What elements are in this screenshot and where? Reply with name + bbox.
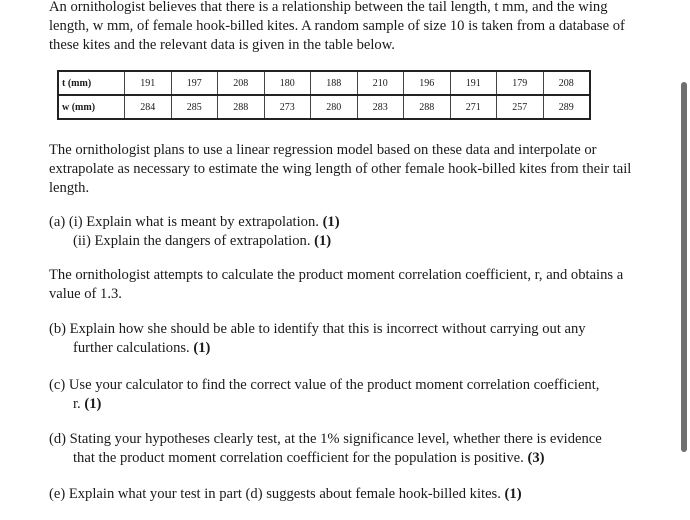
table-cell: 289	[543, 95, 590, 119]
data-table	[57, 70, 591, 120]
marks-b: (1)	[193, 340, 211, 356]
table-cell: 180	[264, 71, 311, 95]
question-a	[49, 213, 649, 251]
table-cell: 197	[171, 71, 218, 95]
question-b-line2: further calculations.	[73, 340, 190, 356]
table-cell: 288	[404, 95, 451, 119]
model-paragraph: The ornithologist plans to use a linear regression model based on these data and interpolate or extrapolate as necessary to estimate the wing length of other female hook-billed kites from their tail length.	[49, 142, 632, 196]
question-b	[49, 320, 649, 358]
table-cell: 208	[218, 71, 265, 95]
question-c-line2: r.	[73, 396, 81, 412]
table-row-tail	[58, 71, 590, 95]
table-cell: 196	[404, 71, 451, 95]
question-d-line1: (d) Stating your hypotheses clearly test, at the 1% significance level, whether there is evidence	[49, 431, 602, 447]
marks-c: (1)	[84, 396, 102, 412]
question-a-ii-text: (ii) Explain the dangers of extrapolation.	[73, 233, 311, 249]
table-row-wing	[58, 95, 590, 119]
table-cell: 191	[450, 71, 497, 95]
question-c	[49, 376, 649, 414]
table-cell: 284	[125, 95, 172, 119]
marks-e: (1)	[504, 486, 522, 502]
row-header-t: t (mm)	[58, 71, 125, 95]
marks-a-i: (1)	[322, 214, 340, 230]
marks-d: (3)	[527, 450, 545, 466]
question-e-text: (e) Explain what your test in part (d) suggests about female hook-billed kites.	[49, 486, 501, 502]
scrollbar[interactable]	[681, 82, 687, 452]
table-cell: 257	[497, 95, 544, 119]
table-cell: 210	[357, 71, 404, 95]
table-cell: 208	[543, 71, 590, 95]
table-cell: 191	[125, 71, 172, 95]
row-header-w: w (mm)	[58, 95, 125, 119]
question-c-line1: (c) Use your calculator to find the correct value of the product moment correlation coefficient,	[49, 377, 600, 393]
table-cell: 288	[218, 95, 265, 119]
marks-a-ii: (1)	[314, 233, 332, 249]
table-cell: 280	[311, 95, 358, 119]
table-cell: 271	[450, 95, 497, 119]
table-cell: 283	[357, 95, 404, 119]
table-cell: 188	[311, 71, 358, 95]
table-cell: 179	[497, 71, 544, 95]
question-a-i-text: (a) (i) Explain what is meant by extrapolation.	[49, 214, 319, 230]
table-cell: 273	[264, 95, 311, 119]
table-cell: 285	[171, 95, 218, 119]
intro-paragraph: An ornithologist believes that there is a relationship between the tail length, t mm, and the wing length, w mm, of female hook-billed kites. A random sample of size 10 is taken from a database of these kites and the relevant data is given in the table below.	[49, 0, 625, 53]
correlation-paragraph: The ornithologist attempts to calculate the product moment correlation coefficient, r, and obtains a value of 1.3.	[49, 267, 624, 302]
question-b-line1: (b) Explain how she should be able to identify that this is incorrect without carrying out any	[49, 321, 586, 337]
question-e	[49, 485, 649, 504]
question-d-line2: that the product moment correlation coefficient for the population is positive.	[73, 450, 524, 466]
question-d	[49, 430, 649, 468]
